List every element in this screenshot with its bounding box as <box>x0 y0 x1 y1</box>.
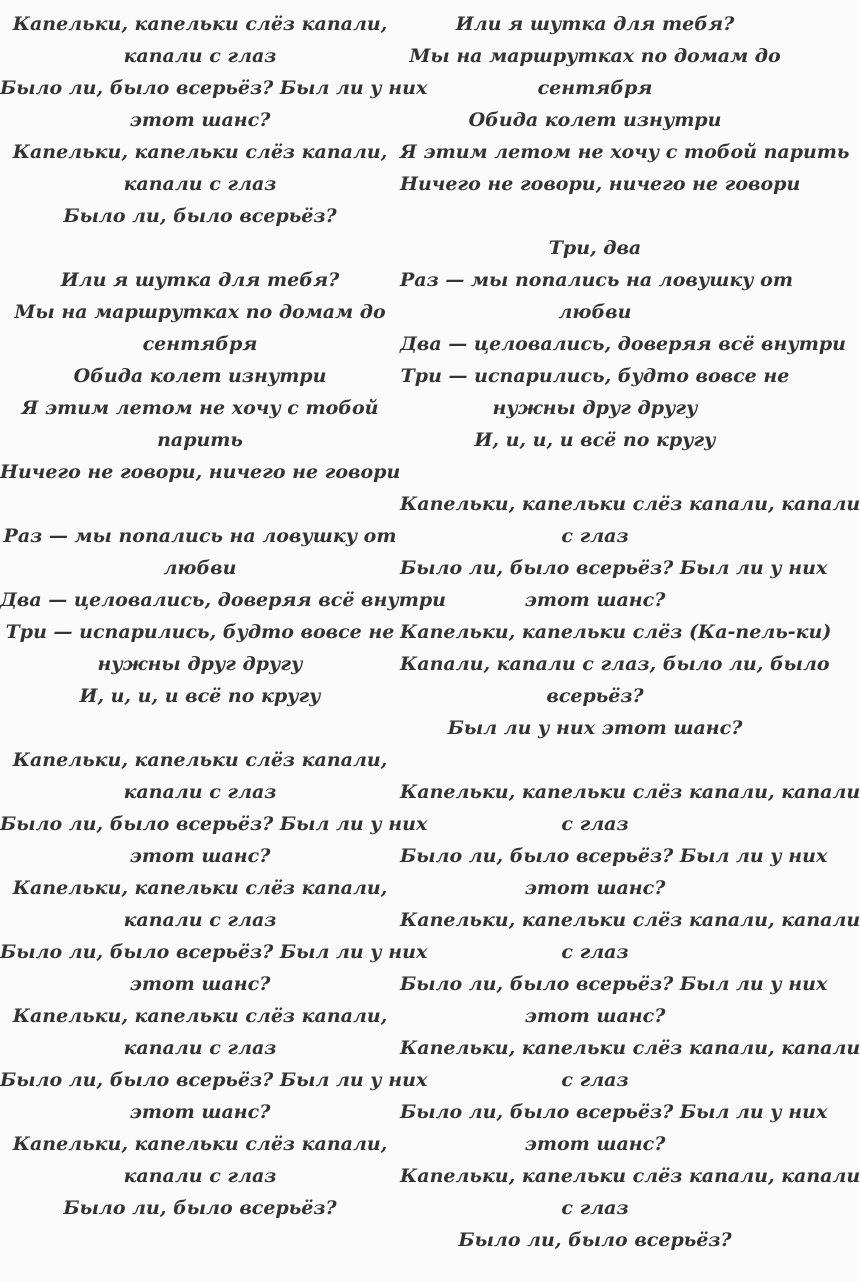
lyric-line: капали с глаз <box>123 909 277 931</box>
lyric-line: этот шанс? <box>524 1133 666 1155</box>
lyric-line: Или я шутка для тебя? <box>60 269 340 291</box>
lyric-line: Капельки, капельки слёз капали, <box>12 877 388 899</box>
lyric-line: Был ли у них этот шанс? <box>447 717 743 739</box>
lyric-line: Было ли, было всерьёз? Был ли у них <box>0 77 428 99</box>
lyric-line: Было ли, было всерьёз? Был ли у них <box>0 813 428 835</box>
lyric-line: парить <box>157 429 243 451</box>
lyric-line: Было ли, было всерьёз? Был ли у них <box>0 1069 428 1091</box>
lyrics-stanza <box>0 744 428 1224</box>
lyric-line: с глаз <box>561 525 629 547</box>
lyric-line: этот шанс? <box>129 109 271 131</box>
lyrics-stanza <box>0 8 428 232</box>
lyric-line: Капельки, капельки слёз капали, <box>12 141 388 163</box>
lyric-line: Два — целовались, доверяя всё внутри <box>0 589 446 611</box>
lyrics-stanza <box>0 264 400 488</box>
lyric-line: Было ли, было всерьёз? <box>63 1197 337 1219</box>
lyric-line: нужны друг другу <box>492 397 698 419</box>
lyric-line: Ничего не говори, ничего не говори <box>0 461 401 483</box>
lyric-line: Мы на маршрутках по домам до <box>409 45 781 67</box>
lyric-line: любви <box>558 301 632 323</box>
lyric-line: Я этим летом не хочу с тобой <box>21 397 379 419</box>
lyric-line: сентября <box>537 77 653 99</box>
lyric-line: Я этим летом не хочу с тобой парить <box>400 141 850 163</box>
lyric-line: этот шанс? <box>129 1101 271 1123</box>
lyrics-stanza <box>400 8 850 200</box>
lyric-line: Капельки, капельки слёз капали, <box>12 13 388 35</box>
lyric-line: капали с глаз <box>123 1037 277 1059</box>
lyric-line: Ничего не говори, ничего не говори <box>400 173 801 195</box>
lyric-line: этот шанс? <box>129 845 271 867</box>
lyric-line: Капельки, капельки слёз капали, <box>12 1133 388 1155</box>
lyric-line: этот шанс? <box>524 1005 666 1027</box>
lyric-line: Раз — мы попались на ловушку от <box>400 269 793 291</box>
lyric-line: любви <box>163 557 237 579</box>
lyrics-stanza <box>0 520 446 712</box>
lyric-line: капали с глаз <box>123 1165 277 1187</box>
lyric-line: Раз — мы попались на ловушку от <box>3 525 397 547</box>
lyric-line: Было ли, было всерьёз? Был ли у них <box>400 973 828 995</box>
lyric-line: с глаз <box>561 1069 629 1091</box>
lyric-line: Было ли, было всерьёз? <box>63 205 337 227</box>
lyrics-stanza <box>400 232 846 456</box>
lyrics-column-right <box>400 8 860 1256</box>
lyric-line: Было ли, было всерьёз? Был ли у них <box>0 941 428 963</box>
lyric-line: Два — целовались, доверяя всё внутри <box>400 333 846 355</box>
lyric-line: Капельки, капельки слёз капали, капали <box>400 1165 860 1187</box>
lyric-line: с глаз <box>561 813 629 835</box>
lyrics-column-left <box>0 8 446 1224</box>
lyric-line: Мы на маршрутках по домам до <box>14 301 386 323</box>
lyric-line: Капельки, капельки слёз капали, капали <box>400 909 860 931</box>
lyric-line: И, и, и, и всё по кругу <box>79 685 321 707</box>
lyric-line: этот шанс? <box>524 877 666 899</box>
lyric-line: Три — испарились, будто вовсе не <box>400 365 790 387</box>
lyric-line: Капали, капали с глаз, было ли, было <box>400 653 830 675</box>
lyric-line: сентября <box>142 333 258 355</box>
lyric-line: Капельки, капельки слёз капали, капали <box>400 493 860 515</box>
lyric-line: Три — испарились, будто вовсе не <box>5 621 395 643</box>
lyric-line: Капельки, капельки слёз капали, капали <box>400 1037 860 1059</box>
lyric-line: Капельки, капельки слёз капали, <box>12 749 388 771</box>
lyric-line: Капельки, капельки слёз капали, капали <box>400 781 860 803</box>
lyric-line: с глаз <box>561 941 629 963</box>
lyric-line: Три, два <box>548 237 642 259</box>
lyric-line: этот шанс? <box>129 973 271 995</box>
lyric-line: капали с глаз <box>123 173 277 195</box>
lyric-line: Было ли, было всерьёз? Был ли у них <box>400 557 828 579</box>
lyric-line: Было ли, было всерьёз? Был ли у них <box>400 845 828 867</box>
lyric-line: Капельки, капельки слёз (Ка-пель-ки) <box>400 621 832 643</box>
lyric-line: Было ли, было всерьёз? <box>458 1229 732 1251</box>
lyric-line: этот шанс? <box>524 589 666 611</box>
lyric-line: с глаз <box>561 1197 629 1219</box>
lyrics-stanza <box>400 488 860 744</box>
lyric-line: капали с глаз <box>123 45 277 67</box>
lyric-line: всерьёз? <box>546 685 644 707</box>
lyrics-stanza <box>400 776 860 1256</box>
lyric-line: Обида колет изнутри <box>468 109 722 131</box>
lyric-line: Обида колет изнутри <box>73 365 327 387</box>
lyric-line: Было ли, было всерьёз? Был ли у них <box>400 1101 828 1123</box>
lyric-line: И, и, и, и всё по кругу <box>474 429 716 451</box>
lyric-line: Или я шутка для тебя? <box>455 13 735 35</box>
lyric-line: капали с глаз <box>123 781 277 803</box>
lyric-line: нужны друг другу <box>97 653 303 675</box>
lyric-line: Капельки, капельки слёз капали, <box>12 1005 388 1027</box>
